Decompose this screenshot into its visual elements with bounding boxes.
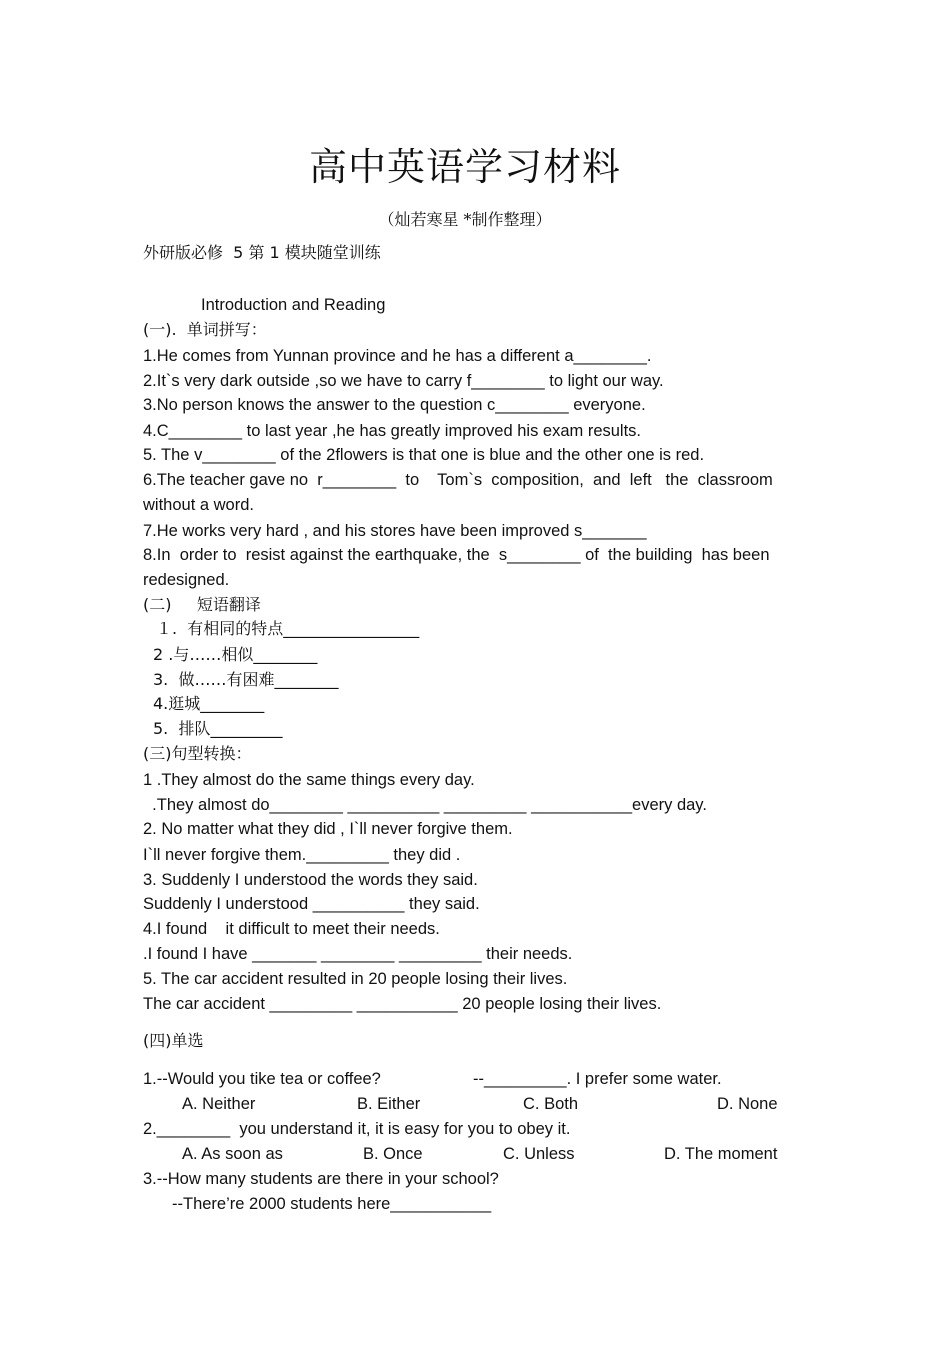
- part3-item: Suddenly I understood __________ they said.: [143, 895, 480, 913]
- question-1-option-a: A. Neither: [182, 1095, 256, 1113]
- part1-item: 3.No person knows the answer to the question c________ everyone.: [143, 396, 646, 414]
- part3-item: .I found I have _______ ________ _________ their needs.: [143, 945, 573, 963]
- document-title: 高中英语学习材料: [308, 145, 621, 189]
- question-2-option-c: C. Unless: [503, 1145, 575, 1163]
- part1-item: 5. The v________ of the 2flowers is that one is blue and the other one is red.: [143, 446, 705, 464]
- part1-item: 8.In order to resist against the earthquake, the s________ of the building has been: [143, 546, 770, 564]
- part3-item: I`ll never forgive them._________ they did .: [143, 846, 461, 864]
- part2-item: 4.逛城________: [153, 694, 265, 713]
- question-2-option-d: D. The moment: [664, 1145, 778, 1163]
- part3-item: 1 .They almost do the same things every day.: [143, 771, 475, 789]
- part4-heading: (四)单选: [143, 1031, 204, 1050]
- part1-item: 4.C________ to last year ,he has greatly improved his exam results.: [143, 422, 642, 440]
- question-1: 1.--Would you tike tea or coffee?: [143, 1070, 381, 1088]
- part2-heading: (二) 短语翻译: [143, 595, 261, 614]
- course-heading: 外研版必修 5 第 1 模块随堂训练: [143, 243, 381, 262]
- part3-item: The car accident _________ ___________ 20 people losing their lives.: [143, 995, 662, 1013]
- part3-item: 4.I found it difficult to meet their needs.: [143, 920, 440, 938]
- question-1-reply: --_________. I prefer some water.: [473, 1070, 722, 1088]
- part3-item: 2. No matter what they did , I`ll never forgive them.: [143, 820, 513, 838]
- question-1-option-b: B. Either: [357, 1095, 421, 1113]
- question-2: 2.________ you understand it, it is easy for you to obey it.: [143, 1120, 571, 1138]
- question-3-reply: --There’re 2000 students here___________: [172, 1195, 492, 1213]
- part3-item: .They almost do________ __________ _________ ___________every day.: [143, 796, 707, 814]
- part1-item-continued: redesigned.: [143, 571, 230, 589]
- part3-heading: (三)句型转换：: [143, 744, 252, 763]
- part1-item-continued: without a word.: [143, 496, 254, 514]
- part1-item: 1.He comes from Yunnan province and he has a different a________.: [143, 347, 652, 365]
- part2-item: １. 有相同的特点_________________: [156, 619, 420, 638]
- part2-item: 3. 做……有困难________: [153, 670, 339, 689]
- part3-item: 5. The car accident resulted in 20 people losing their lives.: [143, 970, 568, 988]
- part1-heading: (一). 单词拼写：: [143, 320, 267, 339]
- question-2-option-a: A. As soon as: [182, 1145, 283, 1163]
- question-3: 3.--How many students are there in your school?: [143, 1170, 499, 1188]
- part1-item: 2.It`s very dark outside ,so we have to carry f________ to light our way.: [143, 372, 664, 390]
- question-1-option-d: D. None: [717, 1095, 778, 1113]
- document-subtitle: （灿若寒星 *制作整理）: [378, 210, 552, 229]
- question-2-option-b: B. Once: [363, 1145, 423, 1163]
- part1-item: 6.The teacher gave no r________ to Tom`s composition, and left the classroom: [143, 471, 773, 489]
- part1-item: 7.He works very hard , and his stores have been improved s_______: [143, 522, 647, 540]
- part2-item: 5. 排队_________: [153, 719, 283, 738]
- part2-item: 2 .与……相似________: [153, 645, 318, 664]
- section-intro-heading: Introduction and Reading: [201, 296, 386, 314]
- part3-item: 3. Suddenly I understood the words they said.: [143, 871, 478, 889]
- question-1-option-c: C. Both: [523, 1095, 579, 1113]
